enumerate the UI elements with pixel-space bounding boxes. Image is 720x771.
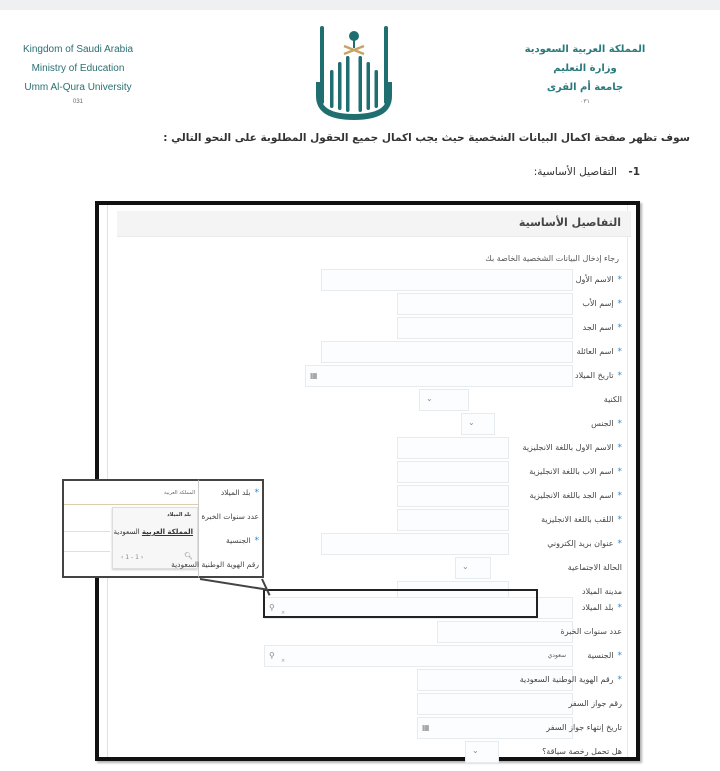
required-marker: * bbox=[617, 299, 622, 309]
required-marker: * bbox=[254, 488, 259, 498]
field-label-text: اللقب باللغة الانجليزية bbox=[541, 515, 614, 524]
required-marker: * bbox=[617, 347, 622, 357]
callout-row-divider bbox=[64, 531, 110, 532]
field-label bbox=[541, 515, 622, 525]
intro-text: سوف تظهر صفحة اكمال البيانات الشخصية حيث يجب اكمال جميع الحقول المطلوبة على النحو التالي : bbox=[163, 132, 690, 144]
field-input[interactable] bbox=[321, 341, 573, 363]
clear-icon[interactable]: × bbox=[281, 658, 286, 664]
dropdown-pager[interactable]: ‹ 1 - 1 › bbox=[121, 554, 144, 561]
callout-label-text: الجنسية bbox=[226, 536, 251, 545]
field-input[interactable] bbox=[305, 365, 573, 387]
field-label bbox=[604, 395, 622, 405]
callout-label-text: عدد سنوات الخبرة bbox=[201, 512, 259, 521]
field-input[interactable] bbox=[397, 485, 509, 507]
search-icon[interactable]: 🔍︎ bbox=[184, 552, 193, 560]
field-label-text: رقم الهوية الوطنية السعودية bbox=[519, 675, 614, 684]
required-marker: * bbox=[617, 419, 622, 429]
highlight-birth-country bbox=[263, 589, 538, 618]
letterhead-en-line: Umm Al-Qura University bbox=[24, 82, 132, 93]
form-hint: رجاء إدخال البيانات الشخصية الخاصة بك bbox=[485, 254, 619, 263]
field-input[interactable] bbox=[419, 389, 469, 411]
field-label-text: اسم الاب باللغة الانجليزية bbox=[529, 467, 614, 476]
letterhead-ar-line: جامعة أم القرى bbox=[546, 82, 624, 93]
letterhead-ar-line: وزارة التعليم bbox=[553, 63, 617, 74]
required-marker: * bbox=[617, 675, 622, 685]
field-label-text: إسم الأب bbox=[582, 299, 614, 308]
field-label bbox=[582, 299, 622, 309]
form-section-title: التفاصيل الأساسية bbox=[518, 216, 621, 229]
field-label bbox=[575, 371, 622, 381]
field-label-text: عنوان بريد إلكتروني bbox=[547, 539, 614, 548]
clear-icon[interactable]: × bbox=[281, 610, 286, 616]
field-label-text: الاسم الأول bbox=[575, 275, 614, 284]
search-icon[interactable]: ⚲ bbox=[269, 651, 275, 660]
option-highlight: المملكة العربية bbox=[141, 528, 193, 536]
field-value: سعودي bbox=[547, 652, 566, 659]
field-label-text: الجنس bbox=[591, 419, 614, 428]
letterhead-english bbox=[18, 40, 138, 107]
required-marker: * bbox=[617, 371, 622, 381]
field-label-text: اسم الجد باللغة الانجليزية bbox=[529, 491, 614, 500]
chevron-down-icon[interactable]: ⌄ bbox=[468, 418, 475, 427]
field-label bbox=[577, 347, 622, 357]
field-input[interactable] bbox=[397, 317, 573, 339]
field-label bbox=[591, 419, 622, 429]
calendar-icon[interactable]: ▦ bbox=[310, 371, 318, 380]
field-label bbox=[523, 443, 622, 453]
field-label-text: عدد سنوات الخبرة bbox=[560, 627, 622, 636]
field-input[interactable] bbox=[321, 269, 573, 291]
callout-row-divider bbox=[64, 551, 110, 552]
field-label bbox=[576, 275, 622, 285]
required-marker: * bbox=[617, 651, 622, 661]
field-label bbox=[530, 491, 622, 501]
field-label-text: الحالة الاجتماعية bbox=[567, 563, 622, 572]
search-icon[interactable]: ⚲ bbox=[269, 603, 275, 612]
chevron-down-icon[interactable]: ⌄ bbox=[472, 746, 479, 755]
field-label bbox=[520, 675, 622, 685]
field-label-text: الكنية bbox=[603, 395, 622, 404]
section-heading bbox=[534, 166, 640, 178]
field-label bbox=[542, 747, 622, 757]
dropdown-option[interactable] bbox=[114, 528, 193, 536]
field-label bbox=[583, 323, 622, 333]
required-marker: * bbox=[617, 467, 622, 477]
callout-label-text: بلد الميلاد bbox=[220, 488, 251, 497]
field-input[interactable] bbox=[321, 533, 509, 555]
required-marker: * bbox=[617, 275, 622, 285]
form-section-header bbox=[117, 211, 631, 237]
top-bar bbox=[0, 0, 720, 10]
letterhead-en-line: Kingdom of Saudi Arabia bbox=[22, 44, 134, 55]
field-label-text: الجنسية bbox=[587, 651, 614, 660]
required-marker: * bbox=[617, 491, 622, 501]
callout-label bbox=[171, 560, 259, 569]
field-label bbox=[587, 651, 622, 661]
required-marker: * bbox=[617, 603, 622, 613]
field-label-text: بلد الميلاد bbox=[581, 603, 614, 612]
field-input[interactable] bbox=[455, 557, 491, 579]
field-label-text: الاسم الاول باللغة الانجليزية bbox=[522, 443, 614, 452]
chevron-down-icon[interactable]: ⌄ bbox=[462, 562, 469, 571]
field-input[interactable] bbox=[461, 413, 495, 435]
option-rest: السعودية bbox=[113, 528, 140, 536]
letterhead-ar-line: المملكة العربية السعودية bbox=[524, 44, 646, 55]
required-marker: * bbox=[617, 443, 622, 453]
field-label bbox=[568, 699, 622, 709]
field-label-text: هل تحمل رخصة سياقة؟ bbox=[542, 747, 622, 756]
field-label-text: اسم العائلة bbox=[576, 347, 614, 356]
field-label bbox=[582, 603, 622, 613]
letterhead-en-line: Ministry of Education bbox=[31, 63, 125, 74]
field-label bbox=[546, 723, 622, 733]
letterhead-arabic bbox=[520, 40, 650, 107]
field-label-text: رقم جواز السفر bbox=[568, 699, 622, 708]
section-number: 1- bbox=[628, 166, 640, 178]
required-marker: * bbox=[617, 515, 622, 525]
required-marker: * bbox=[254, 536, 259, 546]
field-input[interactable] bbox=[264, 645, 573, 667]
frame-divider bbox=[627, 205, 628, 757]
field-label-text: مدينة الميلاد bbox=[582, 587, 622, 596]
chevron-down-icon[interactable]: ⌄ bbox=[426, 394, 433, 403]
field-input[interactable] bbox=[465, 741, 499, 763]
field-input[interactable] bbox=[417, 693, 573, 715]
field-label bbox=[561, 627, 622, 637]
callout-field-value: المملكة العربية bbox=[163, 490, 195, 496]
required-marker: * bbox=[617, 323, 622, 333]
callout-label bbox=[221, 488, 259, 498]
field-label bbox=[547, 539, 622, 549]
dropdown-title: بلد الميلاد bbox=[167, 512, 191, 518]
field-input[interactable] bbox=[397, 509, 509, 531]
section-title: التفاصيل الأساسية: bbox=[533, 166, 617, 178]
callout-birth-country-input[interactable] bbox=[64, 483, 200, 505]
field-label-text: اسم الجد bbox=[582, 323, 614, 332]
pager-text: 1 - 1 bbox=[125, 554, 139, 561]
field-label-text: تاريخ إنتهاء جواز السفر bbox=[546, 723, 622, 732]
field-input[interactable] bbox=[397, 293, 573, 315]
calendar-icon[interactable]: ▦ bbox=[422, 723, 430, 732]
field-input[interactable] bbox=[437, 621, 573, 643]
field-input[interactable] bbox=[397, 461, 509, 483]
callout-label bbox=[201, 512, 259, 521]
field-label bbox=[568, 563, 622, 573]
letterhead-ar-code: ٠٣١ bbox=[580, 98, 590, 105]
university-logo-icon bbox=[316, 22, 392, 122]
field-label-text: تاريخ الميلاد bbox=[575, 371, 614, 380]
field-input[interactable] bbox=[397, 437, 509, 459]
callout-label bbox=[226, 536, 259, 546]
required-marker: * bbox=[617, 539, 622, 549]
callout-label-text: رقم الهوية الوطنية السعودية bbox=[171, 560, 259, 569]
letterhead-en-code: 031 bbox=[72, 99, 83, 105]
field-label bbox=[529, 467, 622, 477]
field-label bbox=[582, 587, 622, 597]
